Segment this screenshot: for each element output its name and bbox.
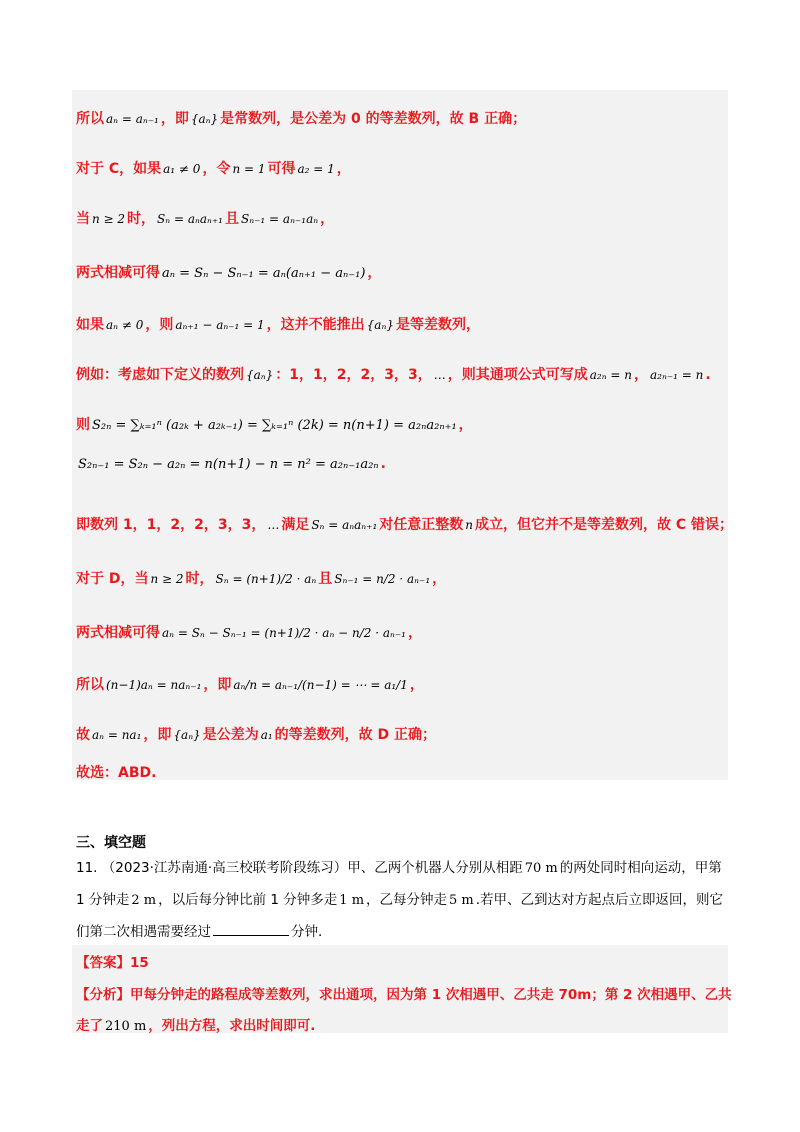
solution-line-7 <box>76 414 473 434</box>
formula: {aₙ} <box>366 318 394 332</box>
text: 是公差为 <box>202 727 259 743</box>
text: . <box>380 456 386 472</box>
formula: 210 m <box>105 1019 147 1034</box>
text: 且 <box>318 571 333 587</box>
solution-line-6 <box>76 364 711 384</box>
formula: Sₙ₋₁ = n/2 · aₙ₋₁ <box>334 572 431 586</box>
formula: n ≥ 2 <box>150 572 184 586</box>
analysis-line-2 <box>76 1014 736 1034</box>
text: 分钟. <box>291 924 323 940</box>
text: ， <box>432 571 447 587</box>
text: 时， <box>185 571 214 587</box>
formula: … <box>267 518 280 532</box>
formula: 70 m <box>524 861 558 876</box>
text: ，即 <box>143 727 172 743</box>
text: 例如：考虑如下定义的数列 <box>76 367 244 383</box>
solution-line-2 <box>76 158 351 178</box>
question-line-2 <box>76 888 736 908</box>
solution-line-1 <box>76 108 526 128</box>
text: 对于 D，当 <box>76 571 149 587</box>
text: 的等差数列，故 D 正确； <box>274 727 437 743</box>
formula: … <box>433 368 446 382</box>
formula: n <box>465 518 474 532</box>
answer-label: 【答案】15 <box>76 955 149 971</box>
formula: Sₙ = (n+1)/2 · aₙ <box>215 572 317 586</box>
text: ，则 <box>145 317 174 333</box>
text: 两式相减可得 <box>76 265 160 281</box>
formula: a₂ₙ₋₁ = n <box>650 368 704 382</box>
text: 故 <box>76 727 90 743</box>
text: 当 <box>76 211 90 227</box>
solution-line-4 <box>76 262 381 282</box>
text: . <box>705 367 711 383</box>
formula: a₂ = 1 <box>297 162 335 176</box>
text: 时， <box>127 211 156 227</box>
formula: S₂ₙ = ∑ₖ₌₁ⁿ (a₂ₖ + a₂ₖ₋₁) = ∑ₖ₌₁ⁿ (2k) = n(n+1) = a₂ₙa₂ₙ₊₁ <box>92 418 457 433</box>
text: 所以 <box>76 677 104 693</box>
text: 可得 <box>267 161 296 177</box>
formula: (n−1)aₙ = naₙ₋₁ <box>106 678 202 692</box>
text: 1 分钟走 <box>76 892 130 908</box>
text: ， <box>320 211 335 227</box>
solution-line-13 <box>76 724 436 744</box>
answer-blank <box>213 923 289 936</box>
formula: Sₙ = aₙaₙ₊₁ <box>157 212 223 226</box>
text: 是等差数列， <box>395 317 480 333</box>
solution-line-12 <box>76 674 424 694</box>
text: 满足 <box>281 517 310 533</box>
formula: aₙ = na₁ <box>92 728 142 742</box>
text: ，列出方程，求出时间即可. <box>148 1018 316 1034</box>
formula: {aₙ} <box>173 728 201 742</box>
text: 故选：ABD. <box>76 765 157 781</box>
text: 且 <box>225 211 239 227</box>
text: ，乙每分钟走 <box>366 892 448 908</box>
formula: aₙ = Sₙ − Sₙ₋₁ = aₙ(aₙ₊₁ − aₙ₋₁) <box>162 266 366 281</box>
text: 是常数列，是公差为 0 的等差数列，故 B 正确； <box>220 111 527 127</box>
text: ，以后每分钟比前 1 分钟多走 <box>158 892 338 908</box>
formula: aₙ = aₙ₋₁ <box>106 112 159 126</box>
text: 对任意正整数 <box>379 517 464 533</box>
text: 即数列 1，1，2，2，3，3， <box>76 517 266 533</box>
text: 的两处同时相向运动，甲第 <box>559 860 722 876</box>
text: 成立，但它并不是等差数列，故 C 错误； <box>475 517 734 533</box>
formula: n ≥ 2 <box>92 212 126 226</box>
formula: {aₙ} <box>190 112 219 126</box>
solution-line-11 <box>76 622 422 642</box>
section-title: 三、填空题 <box>76 835 146 851</box>
formula: {aₙ} <box>246 368 274 382</box>
text: 们第二次相遇需要经过 <box>76 924 211 940</box>
text: 则 <box>76 417 90 433</box>
formula: 2 m <box>131 893 157 908</box>
text: ， <box>367 265 382 281</box>
formula: aₙ₊₁ − aₙ₋₁ = 1 <box>175 318 265 332</box>
solution-line-5 <box>76 314 480 334</box>
formula: a₁ <box>260 728 273 742</box>
solution-line-10 <box>76 568 446 588</box>
formula: 5 m <box>449 893 474 908</box>
text: ， <box>336 161 351 177</box>
question-line-1 <box>76 856 736 876</box>
text: ：1，1，2，2，3，3， <box>275 367 432 383</box>
analysis-line-1: 【分析】甲每分钟走的路程成等差数列，求出通项，因为第 1 次相遇甲、乙共走 70m；第 2 次相遇甲、乙共 <box>76 987 732 1003</box>
text: ， <box>458 417 473 433</box>
text: ，即 <box>160 111 189 127</box>
text: .若甲、乙到达对方起点后立即返回，则它 <box>475 892 724 908</box>
text: 对于 C，如果 <box>76 161 162 177</box>
text: 11. （2023·江苏南通·高三校联考阶段练习）甲、乙两个机器人分别从相距 <box>76 860 523 876</box>
formula: aₙ = Sₙ − Sₙ₋₁ = (n+1)/2 · aₙ − n/2 · aₙ₋₁ <box>162 626 406 640</box>
formula: Sₙ₋₁ = aₙ₋₁aₙ <box>241 212 319 226</box>
formula: Sₙ = aₙaₙ₊₁ <box>311 518 378 532</box>
text: 两式相减可得 <box>76 625 160 641</box>
formula: aₙ ≠ 0 <box>106 318 144 332</box>
formula: 1 m <box>339 893 365 908</box>
text: 走了 <box>76 1018 103 1034</box>
text: 所以 <box>76 111 104 127</box>
question-line-3 <box>76 920 736 940</box>
formula: aₙ/n = aₙ₋₁/(n−1) = ⋯ = a₁/1 <box>233 678 408 692</box>
text: ，这并不能推出 <box>266 317 365 333</box>
solution-line-9 <box>76 514 733 534</box>
text: ， <box>409 677 424 693</box>
text: ，则其通项公式可写成 <box>447 367 588 383</box>
text: ， <box>634 367 648 383</box>
formula: a₂ₙ = n <box>589 368 632 382</box>
text: ，令 <box>202 161 231 177</box>
solution-line-3 <box>76 208 334 228</box>
formula: a₁ ≠ 0 <box>163 162 201 176</box>
solution-line-8 <box>76 456 386 472</box>
formula: S₂ₙ₋₁ = S₂ₙ − a₂ₙ = n(n+1) − n = n² = a₂ₙ₋₁a₂ₙ <box>78 457 379 472</box>
text: ， <box>408 625 422 641</box>
solution-line-14 <box>76 762 156 782</box>
text: 如果 <box>76 317 104 333</box>
formula: n = 1 <box>232 162 266 176</box>
text: ，即 <box>203 677 232 693</box>
